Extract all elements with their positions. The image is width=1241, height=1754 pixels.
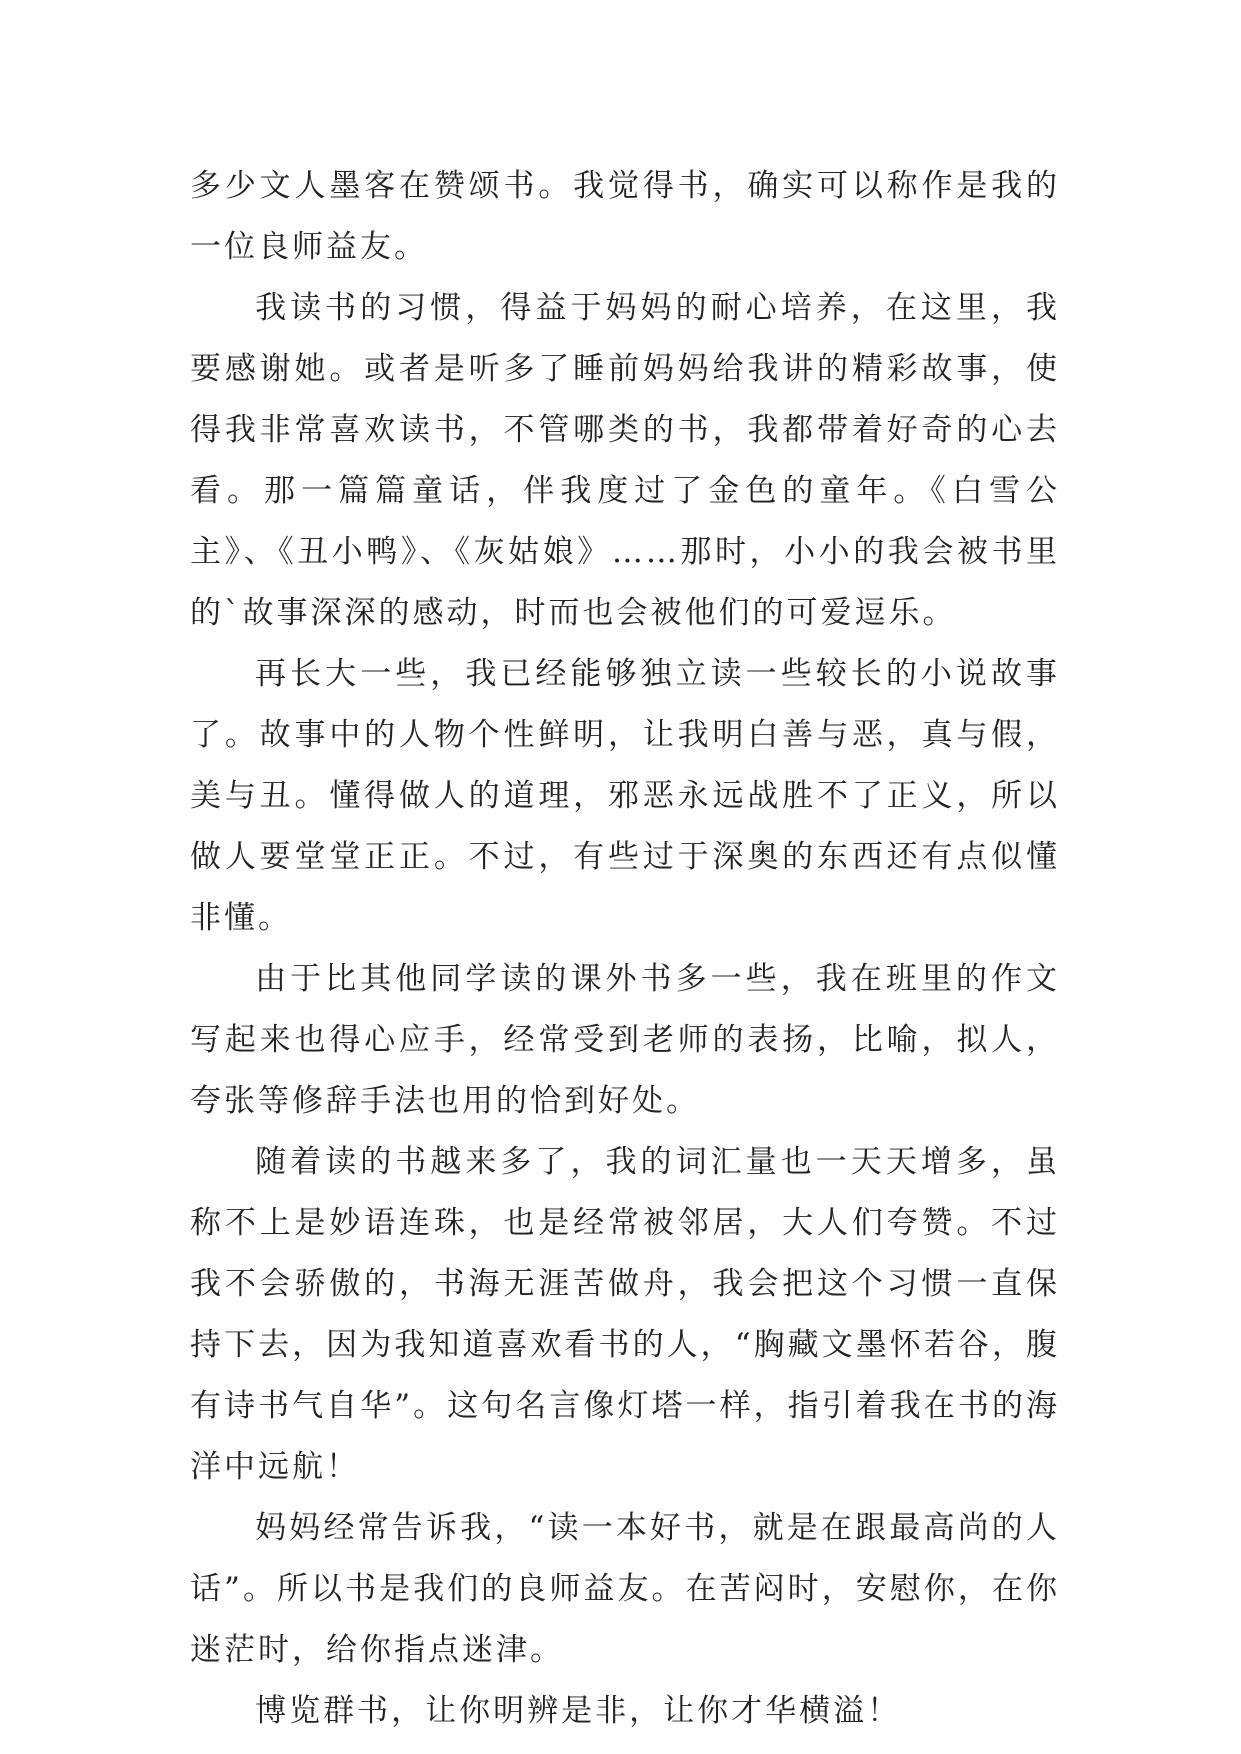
paragraph-continuation: 多少文人墨客在赞颂书。我觉得书，确实可以称作是我的一位良师益友。 [190, 168, 1060, 265]
paragraph-reading-habit: 我读书的习惯，得益于妈妈的耐心培养，在这里，我要感谢她。或者是听多了睡前妈妈给我讲的精彩故事，使得我非常喜欢读书，不管哪类的书，我都带着好奇的心去看。那一篇篇童话，伴我度过了金色的童年。《白雪公主》、《丑小鸭》、《灰姑娘》……那时，小小的我会被书里的`故事深深的感动，时而也会被他们的可爱逗乐。 [190, 290, 1060, 631]
document-body [190, 156, 1060, 1742]
paragraph-writing: 由于比其他同学读的课外书多一些，我在班里的作文写起来也得心应手，经常受到老师的表扬，比喻，拟人，夸张等修辞手法也用的恰到好处。 [190, 961, 1060, 1119]
paragraph-mother-advice: 妈妈经常告诉我，“读一本好书，就是在跟最高尚的人话”。所以书是我们的良师益友。在苦闷时，安慰你，在你迷茫时，给你指点迷津。 [190, 1510, 1060, 1668]
paragraph-growing-up: 再长大一些，我已经能够独立读一些较长的小说故事了。故事中的人物个性鲜明，让我明白善与恶，真与假，美与丑。懂得做人的道理，邪恶永远战胜不了正义，所以做人要堂堂正正。不过，有些过于深奥的东西还有点似懂非懂。 [190, 656, 1060, 936]
paragraph-vocabulary: 随着读的书越来多了，我的词汇量也一天天增多，虽称不上是妙语连珠，也是经常被邻居，大人们夸赞。不过我不会骄傲的，书海无涯苦做舟，我会把这个习惯一直保持下去，因为我知道喜欢看书的人，“胸藏文墨怀若谷，腹有诗书气自华”。这句名言像灯塔一样，指引着我在书的海洋中远航！ [190, 1144, 1060, 1485]
paragraph-conclusion: 博览群书，让你明辨是非，让你才华横溢！ [255, 1693, 902, 1729]
